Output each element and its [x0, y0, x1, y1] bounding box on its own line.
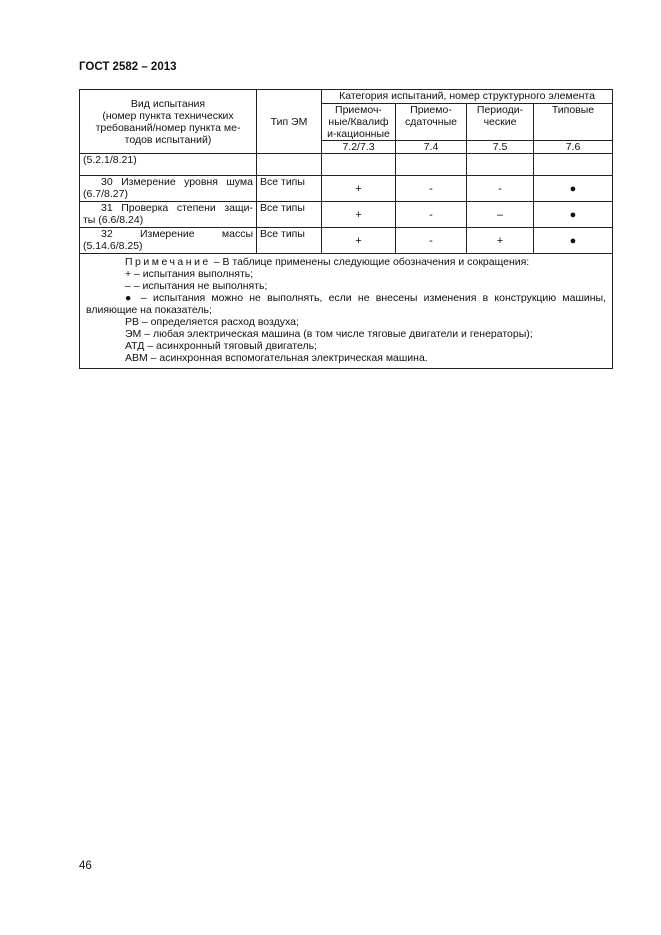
test-name-word: 30 — [101, 176, 113, 188]
header-category-acceptance — [322, 104, 396, 141]
value-cell: - — [396, 176, 467, 202]
empty-cell — [396, 154, 467, 176]
category-number: 7.5 — [467, 141, 534, 154]
continuation-ref: (5.2.1/8.21) — [80, 154, 257, 176]
header-line: Периоди- — [476, 104, 524, 116]
test-name-cell — [80, 228, 257, 254]
header-test-kind-line: (номер пункта технических — [102, 109, 234, 122]
test-name-word: Измерение — [121, 176, 176, 188]
header-test-kind-line: тодов испытаний) — [124, 133, 212, 146]
category-number: 7.4 — [396, 141, 467, 154]
header-category-type — [534, 104, 613, 141]
test-ref: (6.7/8.27) — [83, 188, 128, 200]
note-heading — [86, 256, 606, 268]
note-label: Примечание — [125, 256, 211, 268]
empty-cell — [322, 154, 396, 176]
value-cell: - — [396, 228, 467, 254]
value-cell: – — [467, 202, 534, 228]
value-cell: + — [322, 202, 396, 228]
category-number: 7.2/7.3 — [322, 141, 396, 154]
test-ref: ты (6.6/8.24) — [83, 214, 144, 226]
header-line: ные/Квалиф — [328, 116, 389, 128]
test-name-word: 32 — [101, 228, 113, 240]
note-row — [80, 254, 613, 369]
table-row — [80, 228, 613, 254]
page-number: 46 — [79, 860, 92, 872]
empty-cell — [257, 154, 322, 176]
value-cell: - — [467, 176, 534, 202]
test-ref: (5.14.6/8.25) — [83, 240, 143, 252]
em-type-cell: Все типы — [257, 228, 322, 254]
header-line: и-кационные — [327, 128, 390, 140]
test-name-word: степени — [176, 202, 216, 214]
value-cell: + — [467, 228, 534, 254]
header-category: Категория испытаний, номер структурного элемента — [322, 90, 613, 104]
value-cell: ● — [534, 176, 613, 202]
table-row — [80, 154, 613, 176]
value-cell: + — [322, 228, 396, 254]
value-cell: ● — [534, 202, 613, 228]
test-name-word: Измерение — [139, 228, 195, 240]
value-cell: + — [322, 176, 396, 202]
document-code: ГОСТ 2582 – 2013 — [79, 61, 177, 73]
empty-cell — [534, 154, 613, 176]
test-name-word: уровня — [184, 176, 218, 188]
note-item: РВ – определяется расход воздуха; — [125, 316, 299, 328]
header-line: ческие — [483, 116, 517, 128]
note-intro: В таблице применены следующие обозначения и сокращения: — [222, 256, 530, 268]
value-cell: - — [396, 202, 467, 228]
table-row — [80, 202, 613, 228]
note-item: ЭМ – любая электрическая машина (в том числе тяговые двигатели и генераторы); — [125, 328, 533, 340]
note-dash: – — [213, 256, 220, 268]
tests-table — [79, 89, 613, 369]
em-type-cell: Все типы — [257, 202, 322, 228]
empty-cell — [467, 154, 534, 176]
test-name-word: массы — [221, 228, 253, 240]
header-test-kind-line: Вид испытания — [130, 97, 206, 110]
header-line: Типовые — [551, 104, 595, 116]
note-item: АТД – асинхронный тяговый двигатель; — [125, 340, 317, 352]
em-type-cell: Все типы — [257, 176, 322, 202]
test-name-cell — [80, 202, 257, 228]
header-line: Приемо- — [410, 104, 452, 116]
note-item: ● – испытания можно не выполнять, если не внесены изменения в конструкцию машины, влияющие на показатель; — [86, 292, 607, 316]
value-cell: ● — [534, 228, 613, 254]
header-category-delivery — [396, 104, 467, 141]
note-cell — [80, 254, 613, 369]
category-number: 7.6 — [534, 141, 613, 154]
header-category-periodic — [467, 104, 534, 141]
note-item: АВМ – асинхронная вспомогательная электрическая машина. — [125, 352, 428, 364]
test-name-word: 31 — [101, 202, 113, 214]
test-name-cell — [80, 176, 257, 202]
note-item: – – испытания не выполнять; — [125, 280, 268, 292]
header-test-kind — [80, 90, 257, 154]
test-name-word: защи- — [224, 202, 253, 214]
header-em-type: Тип ЭМ — [257, 90, 322, 154]
test-name-word: Проверка — [121, 202, 169, 214]
test-name-word: шума — [226, 176, 253, 188]
header-line: сдаточные — [405, 116, 457, 128]
header-test-kind-line: требований/номер пункта ме- — [95, 121, 241, 134]
table-row — [80, 176, 613, 202]
header-line: Приемоч- — [335, 104, 382, 116]
note-item: + – испытания выполнять; — [125, 268, 254, 280]
